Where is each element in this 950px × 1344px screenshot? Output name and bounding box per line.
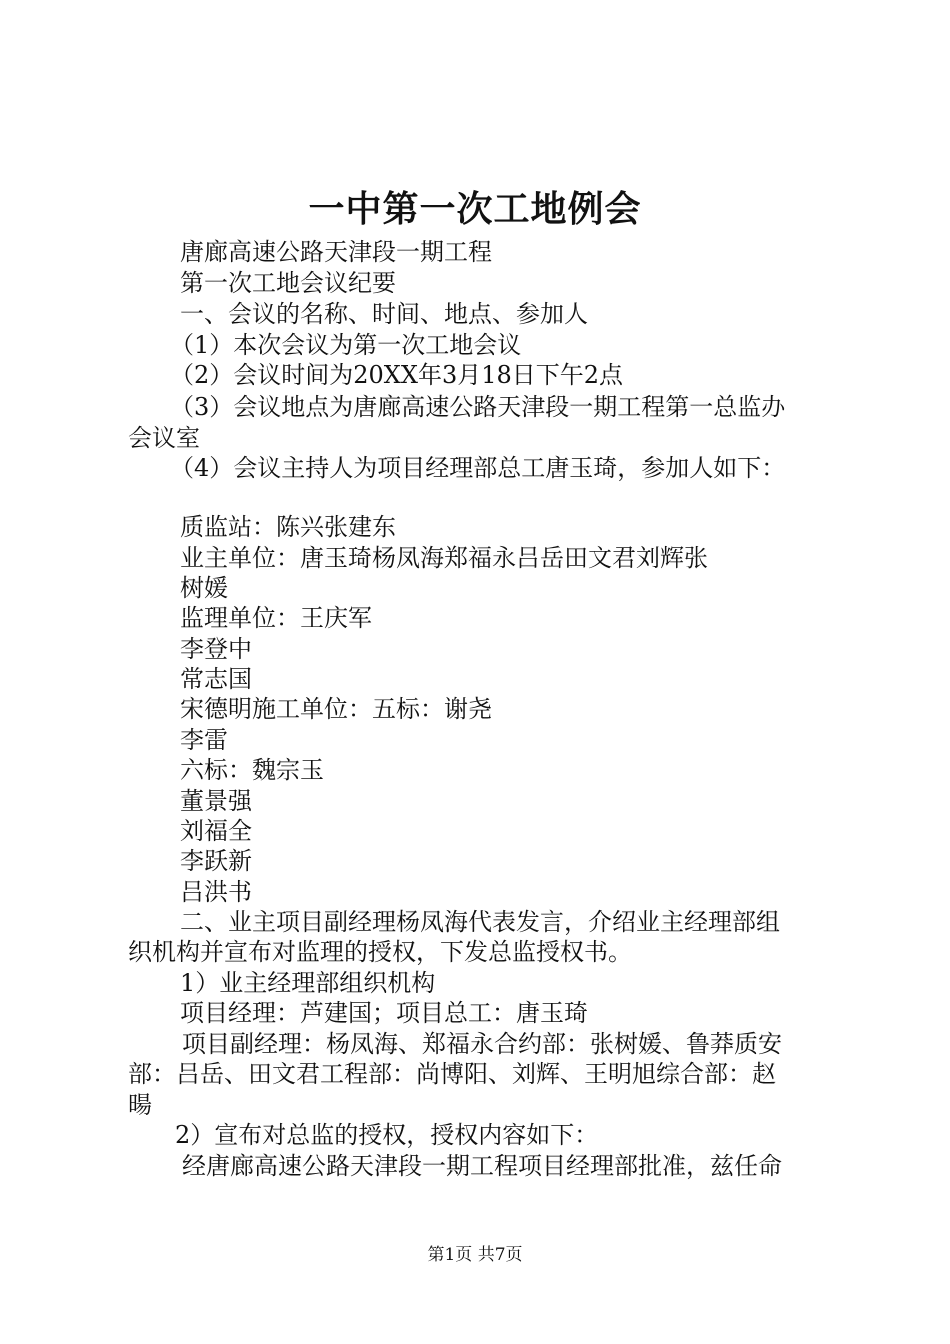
page-title: 一中第一次工地例会 <box>308 188 642 230</box>
body-line: 业主单位：唐玉琦杨凤海郑福永吕岳田文君刘辉张 <box>180 544 708 572</box>
body-line: （3）会议地点为唐廊高速公路天津段一期工程第一总监办 <box>170 393 786 421</box>
body-line: （2）会议时间为20XX年3月18日下午2点 <box>170 361 624 389</box>
body-line: 李雷 <box>180 726 228 754</box>
body-line: 项目副经理：杨凤海、郑福永合约部：张树媛、鲁莽质安 <box>182 1030 782 1058</box>
body-line: （1）本次会议为第一次工地会议 <box>170 331 522 359</box>
body-line: 唐廊高速公路天津段一期工程 <box>180 238 492 266</box>
body-line: 六标：魏宗玉 <box>180 756 324 784</box>
page-footer: 第1页 共7页 <box>427 1245 523 1265</box>
body-line: 一、会议的名称、时间、地点、参加人 <box>180 300 588 328</box>
body-line: 树媛 <box>180 574 228 602</box>
body-line: 会议室 <box>128 424 200 452</box>
body-line: 质监站：陈兴张建东 <box>180 513 396 541</box>
body-line: 二、业主项目副经理杨凤海代表发言，介绍业主经理部组 <box>180 908 780 936</box>
body-line: 监理单位：王庆军 <box>180 604 372 632</box>
body-line: 部：吕岳、田文君工程部：尚博阳、刘辉、王明旭综合部：赵 <box>128 1060 776 1088</box>
body-line: 李登中 <box>180 635 252 663</box>
body-line: 第一次工地会议纪要 <box>180 269 396 297</box>
body-line: （4）会议主持人为项目经理部总工唐玉琦，参加人如下： <box>170 454 786 482</box>
body-line: 2）宣布对总监的授权，授权内容如下： <box>175 1121 599 1149</box>
body-line: 织机构并宣布对监理的授权，下发总监授权书。 <box>128 938 632 966</box>
body-line: 吕洪书 <box>180 878 252 906</box>
body-line: 项目经理：芦建国；项目总工：唐玉琦 <box>180 999 588 1027</box>
body-line: 刘福全 <box>180 817 252 845</box>
body-line: 1）业主经理部组织机构 <box>180 969 436 997</box>
body-line: 常志国 <box>180 665 252 693</box>
body-line: 暘 <box>128 1091 152 1119</box>
body-line: 宋德明施工单位：五标：谢尧 <box>180 695 492 723</box>
body-line: 经唐廊高速公路天津段一期工程项目经理部批准，兹任命 <box>182 1152 782 1180</box>
body-line: 董景强 <box>180 787 252 815</box>
body-line: 李跃新 <box>180 847 252 875</box>
